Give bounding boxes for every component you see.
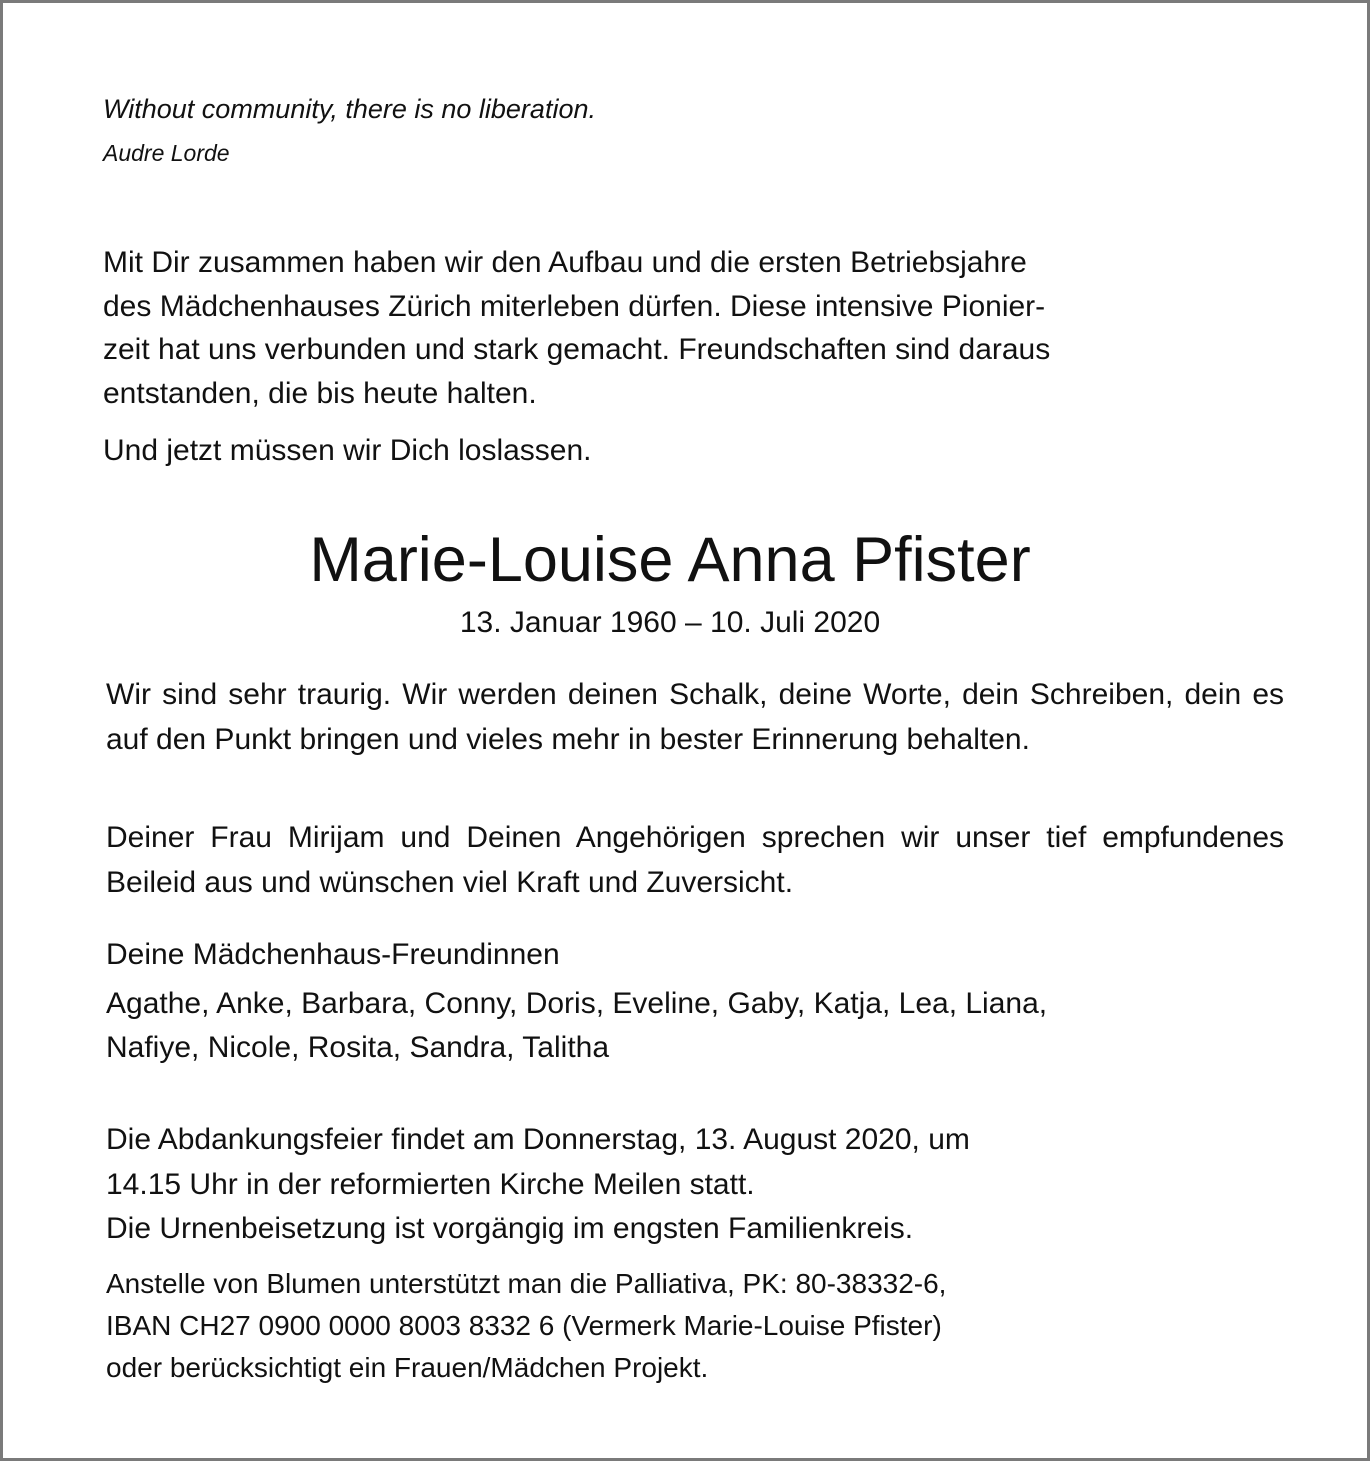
deceased-name: Marie-Louise Anna Pfister bbox=[309, 525, 1031, 595]
epigraph-quote: Without community, there is no liberation. bbox=[103, 94, 596, 124]
names-line: Nafiye, Nicole, Rosita, Sandra, Talitha bbox=[106, 1031, 610, 1064]
intro-paragraph bbox=[103, 241, 1050, 415]
service-line: Die Urnenbeisetzung ist vorgängig im engsten Familienkreis. bbox=[106, 1212, 914, 1245]
names-line: Agathe, Anke, Barbara, Conny, Doris, Eveline, Gaby, Katja, Lea, Liana, bbox=[106, 987, 1048, 1020]
donation-line: IBAN CH27 0900 0000 8003 8332 6 (Vermerk Marie-Louise Pfister) bbox=[106, 1310, 942, 1341]
signature-names bbox=[106, 982, 1047, 1070]
tribute-paragraph: Wir sind sehr traurig. Wir werden deinen Schalk, deine Worte, dein Schreiben, dein es auf den Punkt bringen und vieles mehr in bester Erinnerung behalten. bbox=[106, 678, 1284, 756]
service-line: 14.15 Uhr in der reformierten Kirche Meilen statt. bbox=[106, 1167, 755, 1201]
intro-line: Mit Dir zusammen haben wir den Aufbau und die ersten Betriebsjahre bbox=[103, 246, 1027, 279]
donation-info bbox=[106, 1263, 946, 1389]
intro-line: zeit hat uns verbunden und stark gemacht. Freundschaften sind daraus bbox=[103, 333, 1051, 366]
epigraph-author: Audre Lorde bbox=[103, 140, 230, 166]
intro-line: entstanden, die bis heute halten. bbox=[103, 376, 537, 410]
service-line: Die Abdankungsfeier findet am Donnerstag, 13. August 2020, um bbox=[106, 1123, 970, 1156]
service-info bbox=[106, 1118, 970, 1252]
signature-title: Deine Mädchenhaus-Freundinnen bbox=[106, 938, 560, 971]
condolence-paragraph: Deiner Frau Mirijam und Deinen Angehörigen sprechen wir unser tief empfundenes Beileid aus und wünschen viel Kraft und Zuversicht. bbox=[106, 821, 1284, 899]
intro-line: des Mädchenhauses Zürich miterleben dürfen. Diese intensive Pionier- bbox=[103, 289, 1046, 323]
farewell-line: Und jetzt müssen wir Dich loslassen. bbox=[103, 434, 592, 467]
donation-line: Anstelle von Blumen unterstützt man die Palliativa, PK: 80-38332-6, bbox=[106, 1268, 947, 1299]
life-dates: 13. Januar 1960 – 10. Juli 2020 bbox=[459, 606, 881, 639]
donation-line: oder berücksichtigt ein Frauen/Mädchen Projekt. bbox=[106, 1352, 709, 1383]
